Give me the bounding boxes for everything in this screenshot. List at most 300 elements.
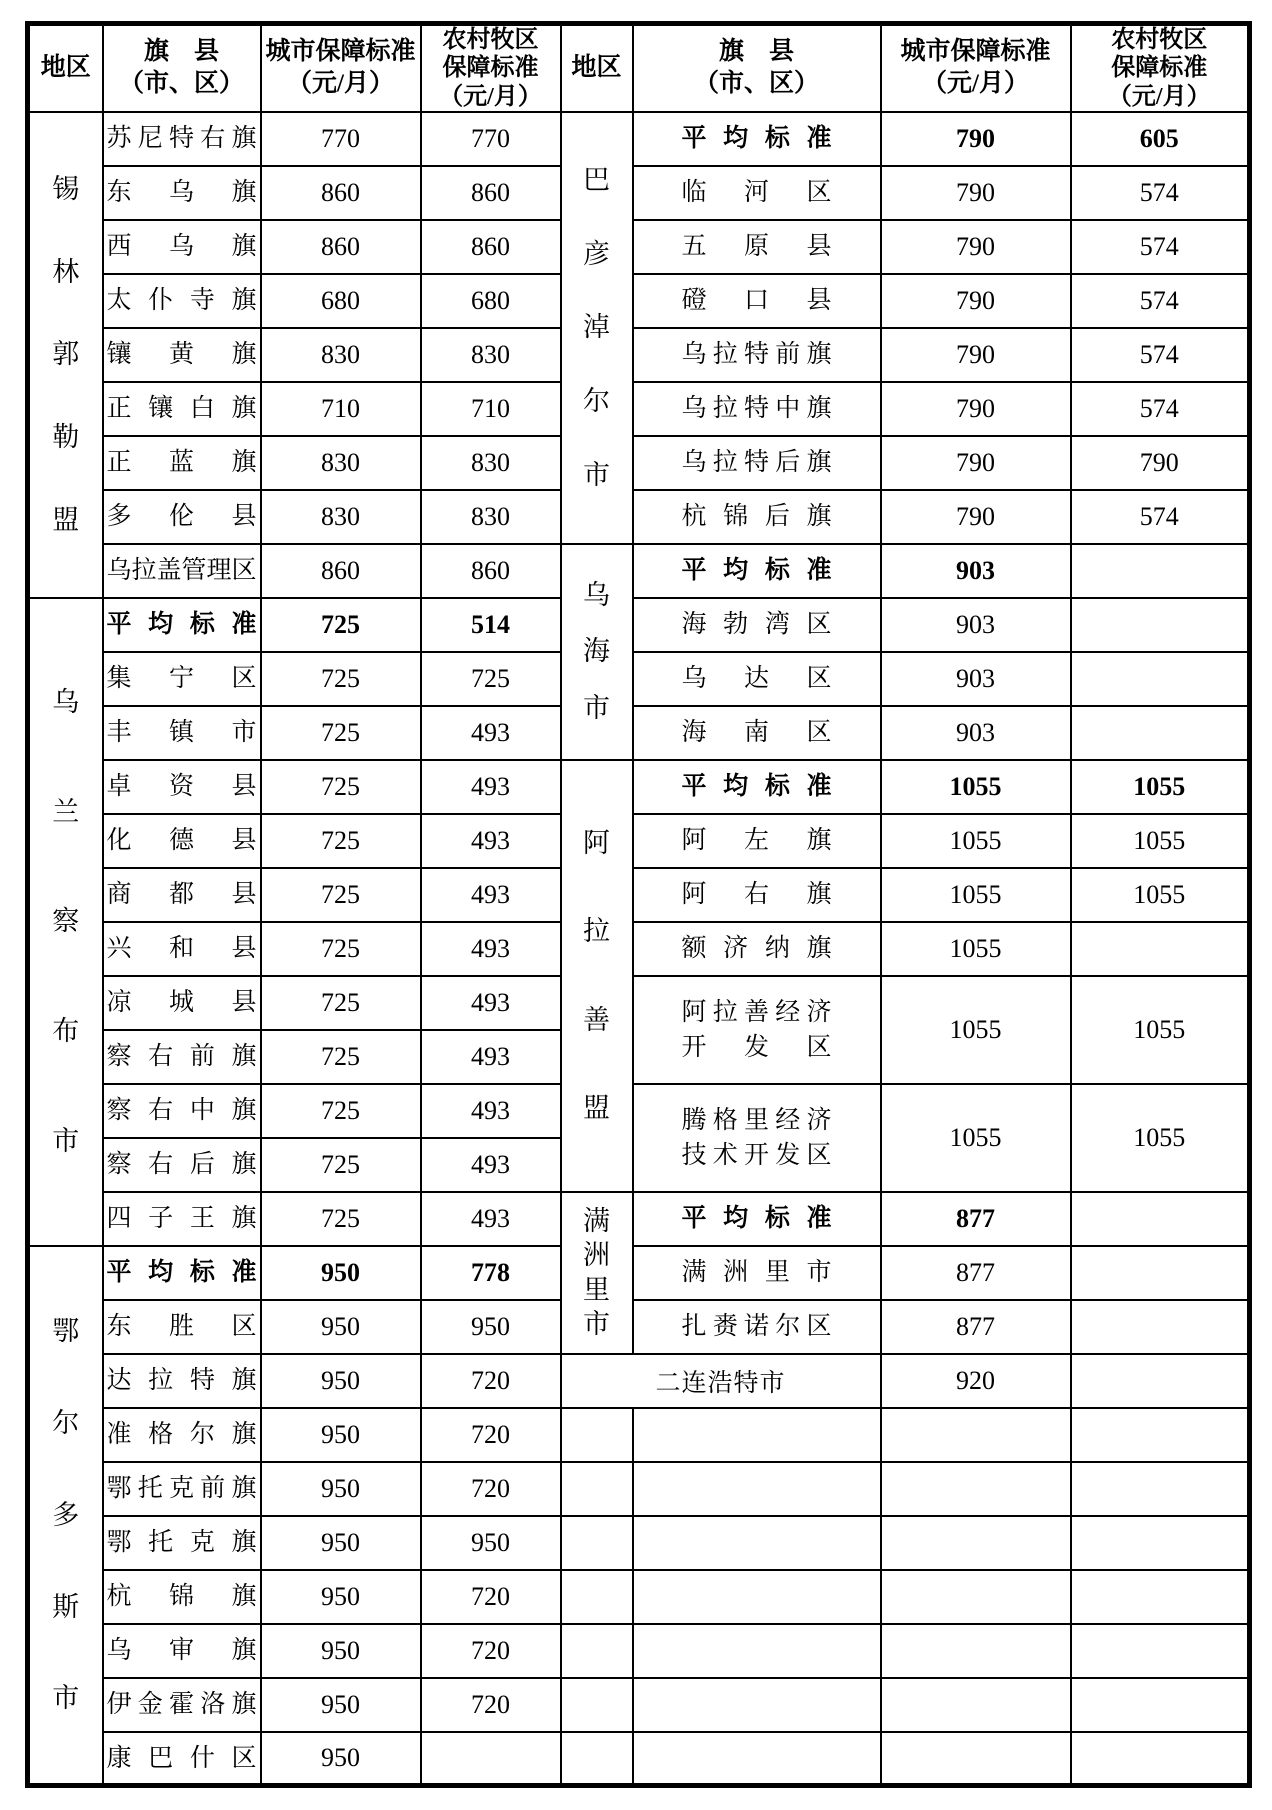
region-vertical-label <box>30 1253 102 1777</box>
rural-standard-cell <box>1071 706 1250 760</box>
region-char: 市 <box>583 1309 610 1340</box>
county-name: 镶黄旗 <box>106 341 257 369</box>
city-standard-cell: 860 <box>261 220 421 274</box>
county-cell <box>633 274 881 328</box>
region-vertical-label <box>562 768 632 1184</box>
region-cell <box>561 1678 633 1732</box>
county-name: 康巴什区 <box>106 1744 257 1772</box>
city-standard-cell <box>881 1462 1071 1516</box>
county-name: 察右前旗 <box>106 1043 257 1071</box>
header-county-right <box>633 24 881 112</box>
county-name: 伊金霍洛旗 <box>106 1691 257 1719</box>
table-row <box>28 976 1250 1030</box>
city-standard-cell: 725 <box>261 868 421 922</box>
county-cell <box>103 112 261 166</box>
header-county-left <box>103 24 261 112</box>
county-name: 海勃湾区 <box>681 611 832 639</box>
county-cell <box>633 706 881 760</box>
rural-standard-cell: 830 <box>421 328 561 382</box>
county-cell <box>633 1192 881 1246</box>
rural-standard-cell: 950 <box>421 1300 561 1354</box>
county-cell <box>633 760 881 814</box>
county-cell <box>103 1462 261 1516</box>
table-row <box>28 652 1250 706</box>
rural-standard-cell: 725 <box>421 652 561 706</box>
city-standard-cell: 903 <box>881 598 1071 652</box>
table-row <box>28 922 1250 976</box>
county-name: 卓资县 <box>106 773 257 801</box>
county-name: 平均标准 <box>106 611 257 639</box>
city-standard-cell: 725 <box>261 1192 421 1246</box>
county-cell <box>633 976 881 1084</box>
county-cell <box>103 598 261 652</box>
county-cell <box>103 1192 261 1246</box>
table-row <box>28 274 1250 328</box>
table-row <box>28 490 1250 544</box>
county-cell <box>103 328 261 382</box>
rural-standard-cell <box>1071 1192 1250 1246</box>
city-standard-cell: 950 <box>261 1300 421 1354</box>
county-cell <box>633 652 881 706</box>
county-cell <box>103 166 261 220</box>
region-cell <box>561 112 633 544</box>
city-standard-cell: 903 <box>881 544 1071 598</box>
county-name: 五原县 <box>681 233 832 261</box>
city-standard-cell: 1055 <box>881 922 1071 976</box>
rural-standard-cell: 493 <box>421 814 561 868</box>
region-char: 市 <box>583 460 610 491</box>
table-body <box>28 112 1250 1786</box>
region-cell <box>561 1570 633 1624</box>
city-standard-cell: 725 <box>261 652 421 706</box>
city-standard-cell: 725 <box>261 760 421 814</box>
county-cell <box>633 1570 881 1624</box>
county-cell <box>633 328 881 382</box>
region-char: 尔 <box>52 1407 80 1438</box>
city-standard-cell: 877 <box>881 1246 1071 1300</box>
rural-standard-cell: 493 <box>421 1138 561 1192</box>
rural-standard-cell: 574 <box>1071 382 1250 436</box>
header-region-label: 地区 <box>40 54 91 82</box>
table-row <box>28 1516 1250 1570</box>
county-name: 满洲里市 <box>681 1259 832 1287</box>
rural-standard-cell: 830 <box>421 436 561 490</box>
rural-standard-cell <box>1071 1624 1250 1678</box>
city-standard-cell: 725 <box>261 1084 421 1138</box>
rural-standard-cell: 860 <box>421 544 561 598</box>
county-cell <box>103 706 261 760</box>
rural-standard-cell <box>1071 1408 1250 1462</box>
county-name: 平均标准 <box>681 1205 832 1233</box>
city-standard-cell: 790 <box>881 274 1071 328</box>
header-rural-line3: （元/月） <box>1107 83 1211 110</box>
county-cell <box>633 1300 881 1354</box>
city-standard-cell: 903 <box>881 652 1071 706</box>
city-standard-cell: 725 <box>261 1138 421 1192</box>
city-standard-cell <box>881 1570 1071 1624</box>
subsidy-standards-table <box>25 21 1252 1788</box>
rural-standard-cell: 1055 <box>1071 760 1250 814</box>
rural-standard-cell <box>1071 1570 1250 1624</box>
rural-standard-cell: 493 <box>421 1192 561 1246</box>
table-row <box>28 1300 1250 1354</box>
city-standard-cell <box>881 1624 1071 1678</box>
rural-standard-cell: 574 <box>1071 490 1250 544</box>
region-char: 里 <box>583 1274 610 1305</box>
rural-standard-cell: 860 <box>421 166 561 220</box>
rural-standard-cell <box>1071 1462 1250 1516</box>
rural-standard-cell <box>1071 1300 1250 1354</box>
region-char: 察 <box>52 906 80 937</box>
header-rural-line1: 农村牧区 <box>442 27 539 53</box>
table-row <box>28 760 1250 814</box>
header-rural-line2: 保障标准 <box>1111 55 1208 82</box>
county-cell <box>103 220 261 274</box>
table-row <box>28 1354 1250 1408</box>
city-standard-cell: 725 <box>261 706 421 760</box>
county-cell <box>103 1030 261 1084</box>
county-name: 开发区 <box>681 1033 832 1061</box>
rural-standard-cell: 720 <box>421 1408 561 1462</box>
city-standard-cell: 725 <box>261 598 421 652</box>
county-name: 平均标准 <box>106 1259 257 1287</box>
region-char: 斯 <box>52 1591 80 1622</box>
city-standard-cell: 790 <box>881 220 1071 274</box>
header-rural-standard-left <box>421 24 561 112</box>
table-row <box>28 544 1250 598</box>
county-name: 太仆寺旗 <box>106 287 257 315</box>
city-standard-cell: 725 <box>261 922 421 976</box>
county-cell <box>633 868 881 922</box>
county-cell <box>103 1516 261 1570</box>
table-row <box>28 1678 1250 1732</box>
county-cell <box>103 1084 261 1138</box>
rural-standard-cell: 493 <box>421 706 561 760</box>
region-char: 鄂 <box>52 1316 80 1347</box>
rural-standard-cell <box>1071 1246 1250 1300</box>
header-region-left <box>28 24 103 112</box>
county-name: 海南区 <box>681 719 832 747</box>
region-vertical-label <box>30 606 102 1238</box>
county-cell <box>103 976 261 1030</box>
city-standard-cell: 877 <box>881 1192 1071 1246</box>
table-row <box>28 1246 1250 1300</box>
region-char: 海 <box>583 636 610 667</box>
city-standard-cell: 725 <box>261 1030 421 1084</box>
header-row <box>28 24 1250 112</box>
header-city-line1: 城市保障标准 <box>900 37 1051 65</box>
table-header <box>28 24 1250 112</box>
county-name: 达拉特旗 <box>106 1367 257 1395</box>
county-cell <box>633 112 881 166</box>
table-row <box>28 1624 1250 1678</box>
region-char: 拉 <box>583 916 610 947</box>
rural-standard-cell <box>421 1732 561 1786</box>
county-name: 鄂托克旗 <box>106 1529 257 1557</box>
table-row <box>28 1462 1250 1516</box>
region-char: 阿 <box>583 827 610 858</box>
county-name: 平均标准 <box>681 125 832 153</box>
county-name: 扎赉诺尔区 <box>681 1313 832 1341</box>
table-row <box>28 1084 1250 1138</box>
header-county-line2: （市、区） <box>693 70 819 98</box>
county-cell <box>633 598 881 652</box>
county-cell <box>633 436 881 490</box>
city-standard-cell: 903 <box>881 706 1071 760</box>
rural-standard-cell: 830 <box>421 490 561 544</box>
county-cell <box>633 220 881 274</box>
city-standard-cell: 790 <box>881 382 1071 436</box>
city-standard-cell: 790 <box>881 112 1071 166</box>
county-name: 平均标准 <box>681 773 832 801</box>
region-vertical-label <box>562 1200 632 1346</box>
rural-standard-cell: 720 <box>421 1570 561 1624</box>
county-name: 东胜区 <box>106 1313 257 1341</box>
county-cell <box>633 1678 881 1732</box>
table-row <box>28 868 1250 922</box>
rural-standard-cell <box>1071 652 1250 706</box>
region-char: 盟 <box>583 1093 610 1124</box>
county-cell <box>103 382 261 436</box>
county-cell <box>633 1408 881 1462</box>
rural-standard-cell: 493 <box>421 922 561 976</box>
rural-standard-cell <box>1071 1354 1250 1408</box>
county-name: 阿右旗 <box>681 881 832 909</box>
city-standard-cell: 790 <box>881 490 1071 544</box>
county-name: 杭锦旗 <box>106 1583 257 1611</box>
rural-standard-cell <box>1071 1678 1250 1732</box>
county-name: 正镶白旗 <box>106 395 257 423</box>
city-standard-cell: 950 <box>261 1570 421 1624</box>
header-county-line2: （市、区） <box>118 70 244 98</box>
city-standard-cell: 790 <box>881 328 1071 382</box>
county-name: 商都县 <box>106 881 257 909</box>
header-city-line2: （元/月） <box>922 70 1029 98</box>
county-name: 化德县 <box>106 827 257 855</box>
region-char: 尔 <box>583 386 610 417</box>
region-vertical-label <box>562 552 632 752</box>
city-standard-cell: 1055 <box>881 814 1071 868</box>
county-cell <box>633 544 881 598</box>
city-standard-cell: 1055 <box>881 760 1071 814</box>
county-cell <box>103 868 261 922</box>
city-standard-cell: 950 <box>261 1732 421 1786</box>
county-name: 正蓝旗 <box>106 449 257 477</box>
county-cell <box>103 1624 261 1678</box>
county-name: 丰镇市 <box>106 719 257 747</box>
city-standard-cell: 920 <box>881 1354 1071 1408</box>
county-cell <box>633 814 881 868</box>
city-standard-cell <box>881 1732 1071 1786</box>
county-cell <box>103 1300 261 1354</box>
region-cell <box>561 1462 633 1516</box>
county-name: 乌拉特后旗 <box>681 449 832 477</box>
region-char: 勒 <box>52 422 80 453</box>
city-standard-cell: 950 <box>261 1462 421 1516</box>
table-row <box>28 1570 1250 1624</box>
county-name: 二连浩特市 <box>655 1369 786 1397</box>
table-row <box>28 328 1250 382</box>
city-standard-cell: 770 <box>261 112 421 166</box>
region-char: 市 <box>52 1683 80 1714</box>
rural-standard-cell: 574 <box>1071 274 1250 328</box>
county-name: 乌达区 <box>681 665 832 693</box>
city-standard-cell: 710 <box>261 382 421 436</box>
city-standard-cell: 680 <box>261 274 421 328</box>
county-name: 苏尼特右旗 <box>106 125 257 153</box>
county-cell <box>633 166 881 220</box>
rural-standard-cell: 720 <box>421 1678 561 1732</box>
rural-standard-cell: 950 <box>421 1516 561 1570</box>
county-name: 西乌旗 <box>106 233 257 261</box>
city-standard-cell: 860 <box>261 166 421 220</box>
region-char: 兰 <box>52 796 80 827</box>
header-city-line2: （元/月） <box>287 70 394 98</box>
county-name: 额济纳旗 <box>681 935 832 963</box>
header-region-label: 地区 <box>571 54 622 82</box>
region-cell <box>561 1408 633 1462</box>
city-standard-cell <box>881 1408 1071 1462</box>
city-standard-cell: 725 <box>261 976 421 1030</box>
county-cell <box>633 1246 881 1300</box>
city-standard-cell: 790 <box>881 436 1071 490</box>
rural-standard-cell: 720 <box>421 1624 561 1678</box>
region-char: 善 <box>583 1004 610 1035</box>
table-row <box>28 436 1250 490</box>
region-cell <box>561 1624 633 1678</box>
region-char: 满 <box>583 1205 610 1236</box>
region-char: 洲 <box>583 1240 610 1271</box>
region-char: 乌 <box>52 686 80 717</box>
rural-standard-cell: 493 <box>421 760 561 814</box>
county-cell <box>103 1408 261 1462</box>
county-name: 磴口县 <box>681 287 832 315</box>
rural-standard-cell <box>1071 922 1250 976</box>
county-cell <box>633 1732 881 1786</box>
region-cell <box>561 1516 633 1570</box>
county-cell <box>633 382 881 436</box>
region-char: 郭 <box>52 339 80 370</box>
county-cell <box>633 1624 881 1678</box>
city-standard-cell: 1055 <box>881 976 1071 1084</box>
county-cell <box>633 922 881 976</box>
county-cell <box>103 1570 261 1624</box>
county-name: 四子王旗 <box>106 1205 257 1233</box>
county-cell <box>103 652 261 706</box>
header-region-right <box>561 24 633 112</box>
header-county-line1: 旗 县 <box>718 37 794 65</box>
city-standard-cell: 725 <box>261 814 421 868</box>
header-rural-line1: 农村牧区 <box>1111 27 1208 53</box>
region-char: 锡 <box>52 173 80 204</box>
county-cell <box>633 1516 881 1570</box>
county-name: 杭锦后旗 <box>681 503 832 531</box>
table-row <box>28 1192 1250 1246</box>
county-name: 集宁区 <box>106 665 257 693</box>
region-char: 巴 <box>583 164 610 195</box>
header-rural-line2: 保障标准 <box>442 55 539 82</box>
region-vertical-label <box>562 120 632 536</box>
county-cell <box>103 1354 261 1408</box>
region-char: 林 <box>52 256 80 287</box>
city-standard-cell <box>881 1516 1071 1570</box>
county-cell <box>103 490 261 544</box>
county-cell <box>103 814 261 868</box>
county-name: 腾格里经济 <box>681 1106 832 1134</box>
county-name: 阿拉善经济 <box>681 998 832 1026</box>
county-name: 东乌旗 <box>106 179 257 207</box>
rural-standard-cell: 605 <box>1071 112 1250 166</box>
region-char: 彦 <box>583 238 610 269</box>
city-standard-cell: 830 <box>261 436 421 490</box>
header-rural-line3: （元/月） <box>439 83 542 110</box>
county-cell <box>103 1246 261 1300</box>
region-cell <box>28 112 103 598</box>
header-county-line1: 旗 县 <box>143 37 219 65</box>
table-row <box>28 220 1250 274</box>
county-cell <box>103 1678 261 1732</box>
city-standard-cell: 1055 <box>881 1084 1071 1192</box>
header-rural-standard-right <box>1071 24 1250 112</box>
county-name: 乌审旗 <box>106 1637 257 1665</box>
county-name: 平均标准 <box>681 557 832 585</box>
county-cell <box>103 436 261 490</box>
city-standard-cell: 950 <box>261 1516 421 1570</box>
region-char: 布 <box>52 1016 80 1047</box>
county-name: 兴和县 <box>106 935 257 963</box>
rural-standard-cell: 493 <box>421 1030 561 1084</box>
county-cell <box>103 544 261 598</box>
city-standard-cell: 860 <box>261 544 421 598</box>
region-char: 盟 <box>52 505 80 536</box>
rural-standard-cell: 720 <box>421 1354 561 1408</box>
rural-standard-cell: 860 <box>421 220 561 274</box>
county-name: 多伦县 <box>106 503 257 531</box>
rural-standard-cell: 1055 <box>1071 868 1250 922</box>
city-standard-cell: 877 <box>881 1300 1071 1354</box>
table-row <box>28 706 1250 760</box>
table-row <box>28 814 1250 868</box>
rural-standard-cell <box>1071 1732 1250 1786</box>
table-row <box>28 1732 1250 1786</box>
county-cell <box>633 1084 881 1192</box>
city-standard-cell: 790 <box>881 166 1071 220</box>
region-vertical-label <box>30 120 102 590</box>
region-cell <box>28 1246 103 1786</box>
county-cell <box>633 1462 881 1516</box>
county-cell <box>103 1138 261 1192</box>
county-cell <box>561 1354 881 1408</box>
rural-standard-cell: 514 <box>421 598 561 652</box>
city-standard-cell: 830 <box>261 328 421 382</box>
county-name: 乌拉盖管理区 <box>106 557 257 585</box>
region-char: 市 <box>52 1126 80 1157</box>
rural-standard-cell: 574 <box>1071 166 1250 220</box>
region-cell <box>28 598 103 1246</box>
county-cell <box>633 490 881 544</box>
city-standard-cell: 950 <box>261 1246 421 1300</box>
county-name: 准格尔旗 <box>106 1421 257 1449</box>
table-row <box>28 598 1250 652</box>
city-standard-cell: 830 <box>261 490 421 544</box>
city-standard-cell <box>881 1678 1071 1732</box>
rural-standard-cell: 493 <box>421 1084 561 1138</box>
region-cell <box>561 544 633 760</box>
rural-standard-cell: 710 <box>421 382 561 436</box>
header-city-standard-right <box>881 24 1071 112</box>
table-row <box>28 382 1250 436</box>
rural-standard-cell: 574 <box>1071 328 1250 382</box>
